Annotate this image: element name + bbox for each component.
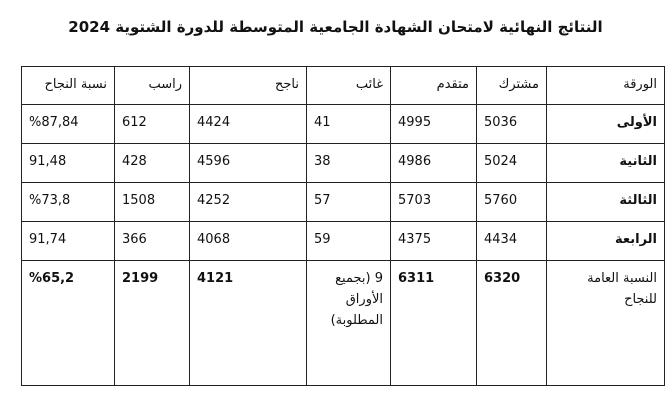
cell-absent: 38 (307, 144, 391, 183)
cell-presented: 4375 (391, 222, 477, 261)
table-row (22, 183, 665, 222)
cell-failed: 366 (115, 222, 190, 261)
total-passed: 4121 (190, 261, 307, 386)
cell-pass-rate: %73,8 (22, 183, 115, 222)
cell-failed: 428 (115, 144, 190, 183)
column-header-paper: الورقة (547, 67, 665, 105)
cell-paper: الثانية (547, 144, 665, 183)
column-header-presented: متقدم (391, 67, 477, 105)
column-header-pass-rate: نسبة النجاح (22, 67, 115, 105)
cell-paper: الثالثة (547, 183, 665, 222)
page-title: النتائج النهائية لامتحان الشهادة الجامعية المتوسطة للدورة الشتوية 2024 (68, 18, 603, 36)
cell-registered: 5036 (477, 105, 547, 144)
cell-registered: 4434 (477, 222, 547, 261)
column-header-passed: ناجح (190, 67, 307, 105)
cell-registered: 5024 (477, 144, 547, 183)
table-row (22, 105, 665, 144)
total-registered: 6320 (477, 261, 547, 386)
column-header-failed: راسب (115, 67, 190, 105)
table-row (22, 222, 665, 261)
total-label: النسبة العامة للنجاح (547, 261, 665, 386)
cell-paper: الأولى (547, 105, 665, 144)
cell-registered: 5760 (477, 183, 547, 222)
total-absent: 9 (بجميع الأوراق المطلوبة) (307, 261, 391, 386)
cell-presented: 4995 (391, 105, 477, 144)
table-row (22, 144, 665, 183)
cell-presented: 5703 (391, 183, 477, 222)
cell-pass-rate: %87,84 (22, 105, 115, 144)
cell-passed: 4252 (190, 183, 307, 222)
total-pass-rate: %65,2 (22, 261, 115, 386)
total-failed: 2199 (115, 261, 190, 386)
cell-failed: 1508 (115, 183, 190, 222)
total-row (22, 261, 665, 386)
cell-paper: الرابعة (547, 222, 665, 261)
cell-presented: 4986 (391, 144, 477, 183)
cell-pass-rate: 91,74 (22, 222, 115, 261)
column-header-absent: غائب (307, 67, 391, 105)
cell-failed: 612 (115, 105, 190, 144)
cell-passed: 4424 (190, 105, 307, 144)
column-header-registered: مشترك (477, 67, 547, 105)
total-presented: 6311 (391, 261, 477, 386)
cell-pass-rate: 91,48 (22, 144, 115, 183)
cell-passed: 4068 (190, 222, 307, 261)
cell-absent: 59 (307, 222, 391, 261)
results-table (21, 66, 665, 386)
table-header-row (22, 67, 665, 105)
cell-passed: 4596 (190, 144, 307, 183)
cell-absent: 57 (307, 183, 391, 222)
cell-absent: 41 (307, 105, 391, 144)
